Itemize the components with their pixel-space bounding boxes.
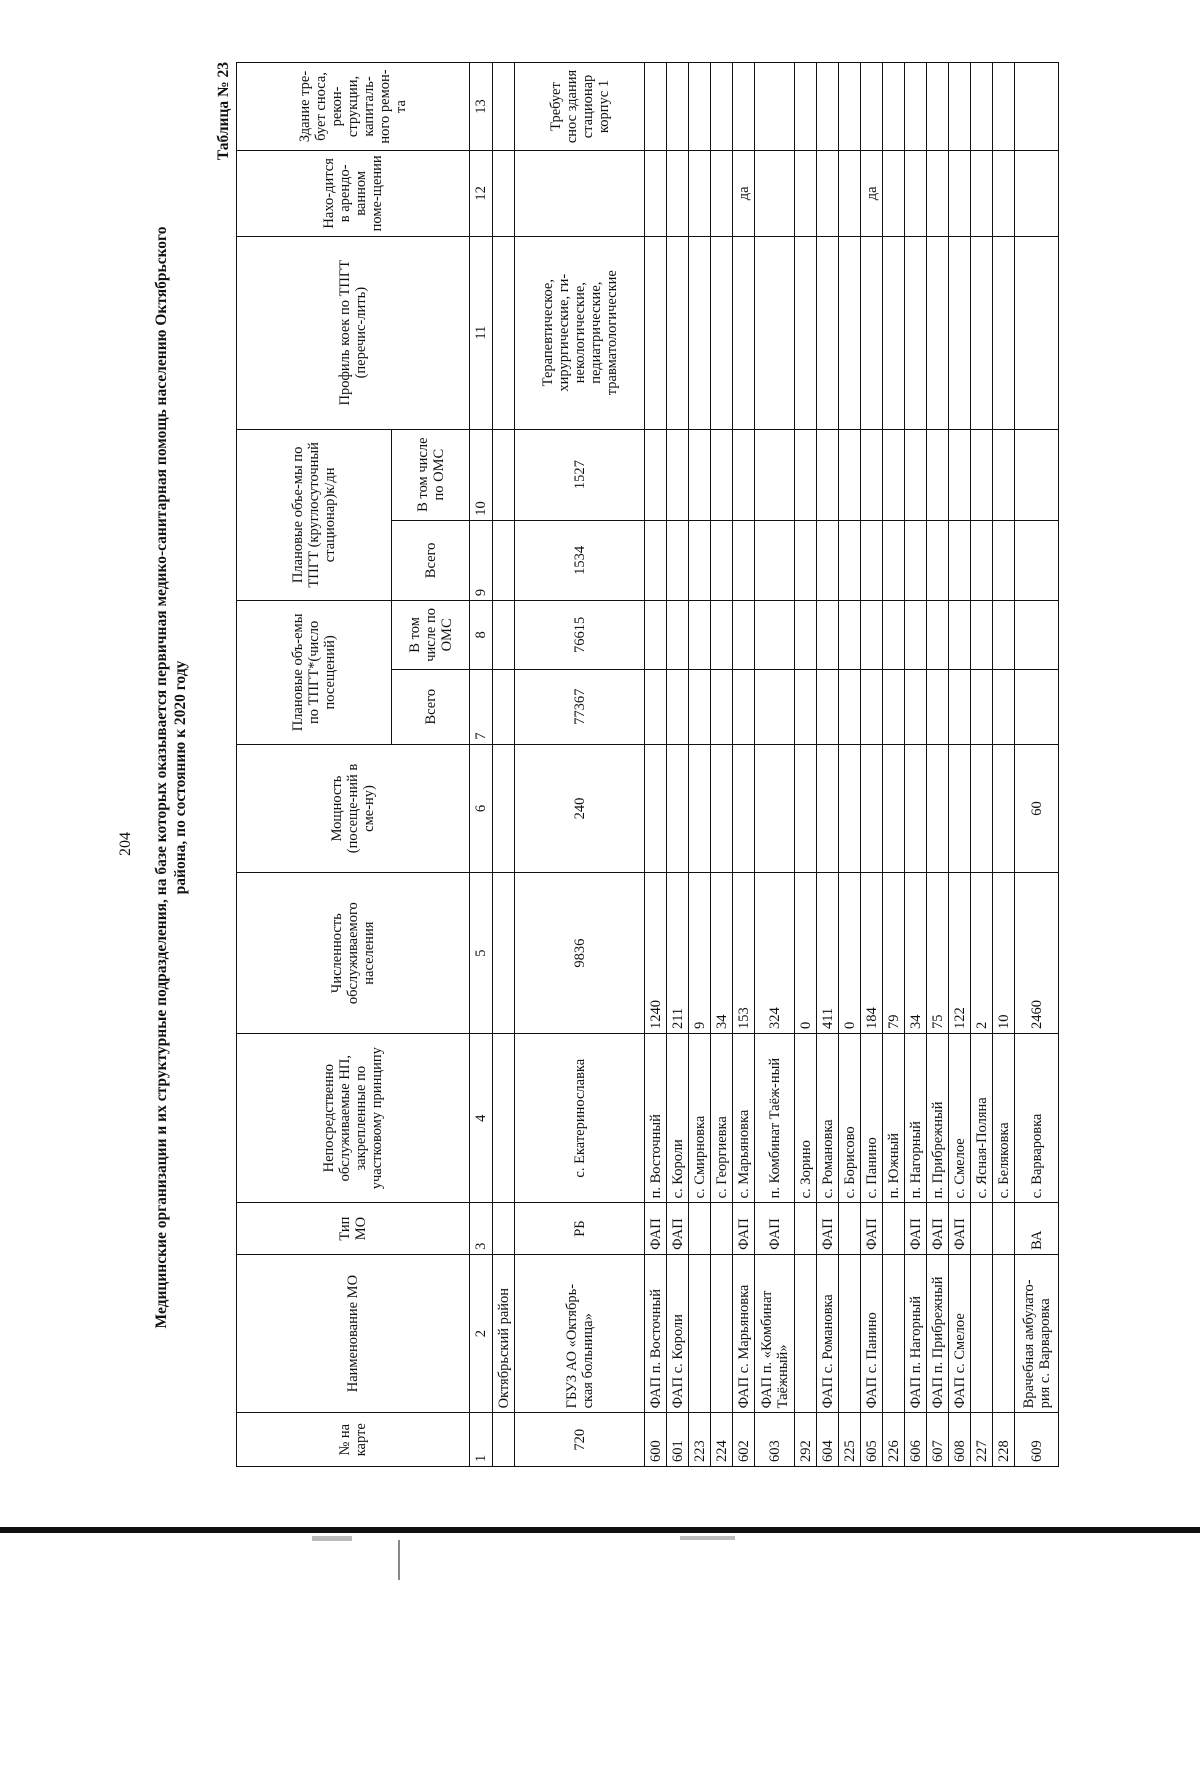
rented: да bbox=[861, 150, 883, 236]
map-number: 292 bbox=[795, 1413, 817, 1467]
settlement: п. Прибрежный bbox=[927, 1034, 949, 1203]
mo-name bbox=[689, 1254, 711, 1413]
settlement: с. Екатеринославка bbox=[515, 1034, 645, 1203]
map-number: 602 bbox=[733, 1413, 755, 1467]
table-row bbox=[795, 63, 817, 1467]
population: 0 bbox=[795, 873, 817, 1034]
col-num: 6 bbox=[470, 744, 493, 873]
col-num: 11 bbox=[470, 236, 493, 429]
header-beddays-oms: В том числе по ОМС bbox=[392, 429, 470, 520]
capacity bbox=[795, 744, 817, 873]
settlement: с. Короли bbox=[667, 1034, 689, 1203]
population: 9836 bbox=[515, 873, 645, 1034]
mo-type: ВА bbox=[1015, 1203, 1059, 1254]
mo-type: РБ bbox=[515, 1203, 645, 1254]
rented bbox=[711, 150, 733, 236]
header-rented: Нахо-дится в арендо-ванном поме-щении bbox=[237, 150, 470, 236]
settlement: с. Георгиевка bbox=[711, 1034, 733, 1203]
population: 153 bbox=[733, 873, 755, 1034]
col-num: 8 bbox=[470, 601, 493, 670]
rented bbox=[795, 150, 817, 236]
scan-edge-line bbox=[0, 1527, 1200, 1533]
mo-name: ФАП с. Романовка bbox=[817, 1254, 839, 1413]
header-population: Численность обслуживаемого населения bbox=[237, 873, 470, 1034]
mo-name bbox=[993, 1254, 1015, 1413]
settlement: с. Борисово bbox=[839, 1034, 861, 1203]
table-row bbox=[927, 63, 949, 1467]
rented bbox=[949, 150, 971, 236]
mo-name bbox=[795, 1254, 817, 1413]
capacity bbox=[667, 744, 689, 873]
table-row bbox=[733, 63, 755, 1467]
header-visits-oms: В том числе по ОМС bbox=[392, 601, 470, 670]
capacity bbox=[839, 744, 861, 873]
col-num: 13 bbox=[470, 63, 493, 151]
capacity bbox=[883, 744, 905, 873]
table-row bbox=[971, 63, 993, 1467]
mo-name: ФАП с. Смелое bbox=[949, 1254, 971, 1413]
population: 2 bbox=[971, 873, 993, 1034]
map-number: 604 bbox=[817, 1413, 839, 1467]
rented bbox=[667, 150, 689, 236]
table-row bbox=[645, 63, 667, 1467]
mo-name: ГБУЗ АО «Октябрь-ская больница» bbox=[515, 1254, 645, 1413]
rented bbox=[515, 150, 645, 236]
settlement: с. Варваровка bbox=[1015, 1034, 1059, 1203]
mo-type bbox=[711, 1203, 733, 1254]
header-beddays-total: Всего bbox=[392, 520, 470, 600]
settlement: п. Комбинат Таёж-ный bbox=[755, 1034, 795, 1203]
col-num: 3 bbox=[470, 1203, 493, 1254]
capacity bbox=[817, 744, 839, 873]
capacity bbox=[711, 744, 733, 873]
table-row bbox=[711, 63, 733, 1467]
col-num: 2 bbox=[470, 1254, 493, 1413]
title-line-2: района, по состоянию к 2020 году bbox=[172, 660, 189, 895]
mo-type: ФАП bbox=[905, 1203, 927, 1254]
table-row bbox=[949, 63, 971, 1467]
population: 75 bbox=[927, 873, 949, 1034]
col-num: 5 bbox=[470, 873, 493, 1034]
mo-name bbox=[839, 1254, 861, 1413]
mo-name bbox=[971, 1254, 993, 1413]
capacity: 60 bbox=[1015, 744, 1059, 873]
mo-type: ФАП bbox=[817, 1203, 839, 1254]
title-line-1: Медицинские организации и их структурные подразделения, на базе которых оказывается первичная медико-санитарная помощь населению Октябрьского bbox=[153, 226, 170, 1329]
population: 10 bbox=[993, 873, 1015, 1034]
mo-type: ФАП bbox=[755, 1203, 795, 1254]
population: 34 bbox=[905, 873, 927, 1034]
rented bbox=[755, 150, 795, 236]
header-bed-profile: Профиль коек по ТПГТ (перечис-лить) bbox=[237, 236, 470, 429]
population: 79 bbox=[883, 873, 905, 1034]
population: 324 bbox=[755, 873, 795, 1034]
rented bbox=[839, 150, 861, 236]
map-number: 601 bbox=[667, 1413, 689, 1467]
settlement: с. Марьяновка bbox=[733, 1034, 755, 1203]
mo-type bbox=[993, 1203, 1015, 1254]
settlement: с. Беляковка bbox=[993, 1034, 1015, 1203]
map-number: 606 bbox=[905, 1413, 927, 1467]
capacity bbox=[949, 744, 971, 873]
scan-artifact bbox=[398, 1540, 400, 1580]
population: 34 bbox=[711, 873, 733, 1034]
capacity bbox=[645, 744, 667, 873]
column-numbers-row bbox=[470, 63, 493, 1467]
population: 411 bbox=[817, 873, 839, 1034]
population: 9 bbox=[689, 873, 711, 1034]
table-label: Таблица № 23 bbox=[215, 62, 232, 161]
header-mo-name: Наименование МО bbox=[237, 1254, 470, 1413]
mo-name: ФАП с. Панино bbox=[861, 1254, 883, 1413]
beddays-oms: 1527 bbox=[515, 429, 645, 520]
mo-type bbox=[883, 1203, 905, 1254]
map-number: 605 bbox=[861, 1413, 883, 1467]
map-number: 720 bbox=[515, 1413, 645, 1467]
table-row bbox=[883, 63, 905, 1467]
settlement: с. Смирновка bbox=[689, 1034, 711, 1203]
mo-name: ФАП п. Восточный bbox=[645, 1254, 667, 1413]
district-row bbox=[493, 63, 515, 1467]
capacity bbox=[689, 744, 711, 873]
rented bbox=[927, 150, 949, 236]
page-number: 204 bbox=[117, 832, 134, 856]
map-number: 226 bbox=[883, 1413, 905, 1467]
rented bbox=[1015, 150, 1059, 236]
table-row bbox=[993, 63, 1015, 1467]
table-row bbox=[817, 63, 839, 1467]
map-number: 608 bbox=[949, 1413, 971, 1467]
map-number: 227 bbox=[971, 1413, 993, 1467]
mo-name: ФАП п. Нагорный bbox=[905, 1254, 927, 1413]
population: 184 bbox=[861, 873, 883, 1034]
map-number: 600 bbox=[645, 1413, 667, 1467]
mo-name: ФАП п. Прибрежный bbox=[927, 1254, 949, 1413]
map-number: 603 bbox=[755, 1413, 795, 1467]
header-visits: Плановые объ-емы по ТПГТ*(число посещений) bbox=[237, 601, 392, 745]
table-row bbox=[1015, 63, 1059, 1467]
capacity bbox=[733, 744, 755, 873]
visits-total: 77367 bbox=[515, 669, 645, 744]
rented bbox=[883, 150, 905, 236]
capacity bbox=[861, 744, 883, 873]
table-row bbox=[861, 63, 883, 1467]
mo-name: ФАП с. Марьяновка bbox=[733, 1254, 755, 1413]
map-number: 224 bbox=[711, 1413, 733, 1467]
header-settlements: Непосредственно обслуживаемые НП, закрепленные по участковому принципу bbox=[237, 1034, 470, 1203]
rented: да bbox=[733, 150, 755, 236]
rented bbox=[645, 150, 667, 236]
visits-oms: 76615 bbox=[515, 601, 645, 670]
mo-type bbox=[839, 1203, 861, 1254]
population: 2460 bbox=[1015, 873, 1059, 1034]
hospital-row bbox=[515, 63, 645, 1467]
map-number: 607 bbox=[927, 1413, 949, 1467]
map-number: 223 bbox=[689, 1413, 711, 1467]
col-num: 9 bbox=[470, 520, 493, 600]
rented bbox=[993, 150, 1015, 236]
header-map-number: № на карте bbox=[237, 1413, 470, 1467]
facilities-table bbox=[236, 62, 1059, 1467]
mo-type bbox=[689, 1203, 711, 1254]
mo-type: ФАП bbox=[861, 1203, 883, 1254]
header-visits-total: Всего bbox=[392, 669, 470, 744]
mo-type: ФАП bbox=[645, 1203, 667, 1254]
mo-name: ФАП п. «Комбинат Таёжный» bbox=[755, 1254, 795, 1413]
mo-type bbox=[795, 1203, 817, 1254]
header-mo-type: Тип МО bbox=[237, 1203, 470, 1254]
mo-type: ФАП bbox=[667, 1203, 689, 1254]
bed-profile: Терапевтическое, хирургические, ги-некологические, педиатрические, травматологические bbox=[515, 236, 645, 429]
population: 211 bbox=[667, 873, 689, 1034]
capacity: 240 bbox=[515, 744, 645, 873]
mo-type: ФАП bbox=[927, 1203, 949, 1254]
mo-name: ФАП с. Короли bbox=[667, 1254, 689, 1413]
rented bbox=[817, 150, 839, 236]
settlement: с. Ясная-Поляна bbox=[971, 1034, 993, 1203]
table-row bbox=[689, 63, 711, 1467]
map-number: 225 bbox=[839, 1413, 861, 1467]
capacity bbox=[971, 744, 993, 873]
col-num: 12 bbox=[470, 150, 493, 236]
col-num: 7 bbox=[470, 669, 493, 744]
settlement: с. Смелое bbox=[949, 1034, 971, 1203]
mo-type: ФАП bbox=[949, 1203, 971, 1254]
header-row-1 bbox=[237, 63, 392, 1467]
mo-name: Врачебная амбулато-рия с. Варваровка bbox=[1015, 1254, 1059, 1413]
mo-name bbox=[711, 1254, 733, 1413]
document-title bbox=[152, 30, 190, 1525]
district-name: Октябрьский район bbox=[493, 1254, 515, 1413]
col-num: 10 bbox=[470, 429, 493, 520]
table-row bbox=[905, 63, 927, 1467]
mo-name bbox=[883, 1254, 905, 1413]
mo-type bbox=[971, 1203, 993, 1254]
scan-artifact bbox=[312, 1536, 352, 1541]
scan-artifact bbox=[680, 1536, 735, 1540]
capacity bbox=[905, 744, 927, 873]
map-number: 228 bbox=[993, 1413, 1015, 1467]
settlement: с. Романовка bbox=[817, 1034, 839, 1203]
col-num: 1 bbox=[470, 1413, 493, 1467]
settlement: п. Южный bbox=[883, 1034, 905, 1203]
col-num: 4 bbox=[470, 1034, 493, 1203]
header-demolition: Здание тре-бует сноса, рекон-струкции, капиталь-ного ремон-та bbox=[237, 63, 470, 151]
rented bbox=[689, 150, 711, 236]
header-capacity: Мощность (посеще-ний в сме-ну) bbox=[237, 744, 470, 873]
map-number: 609 bbox=[1015, 1413, 1059, 1467]
table-row bbox=[667, 63, 689, 1467]
capacity bbox=[755, 744, 795, 873]
mo-type: ФАП bbox=[733, 1203, 755, 1254]
capacity bbox=[927, 744, 949, 873]
header-beddays: Плановые объе-мы по ТПГТ (круглосуточный стационар)к/дн bbox=[237, 429, 392, 600]
table-row bbox=[839, 63, 861, 1467]
rented bbox=[971, 150, 993, 236]
settlement: п. Нагорный bbox=[905, 1034, 927, 1203]
demolition: Требует снос здания стационар корпус 1 bbox=[515, 63, 645, 151]
population: 122 bbox=[949, 873, 971, 1034]
rented bbox=[905, 150, 927, 236]
table-row bbox=[755, 63, 795, 1467]
settlement: с. Зорино bbox=[795, 1034, 817, 1203]
settlement: п. Восточный bbox=[645, 1034, 667, 1203]
population: 0 bbox=[839, 873, 861, 1034]
beddays-total: 1534 bbox=[515, 520, 645, 600]
rotated-page bbox=[100, 10, 1160, 1545]
population: 1240 bbox=[645, 873, 667, 1034]
settlement: с. Панино bbox=[861, 1034, 883, 1203]
capacity bbox=[993, 744, 1015, 873]
